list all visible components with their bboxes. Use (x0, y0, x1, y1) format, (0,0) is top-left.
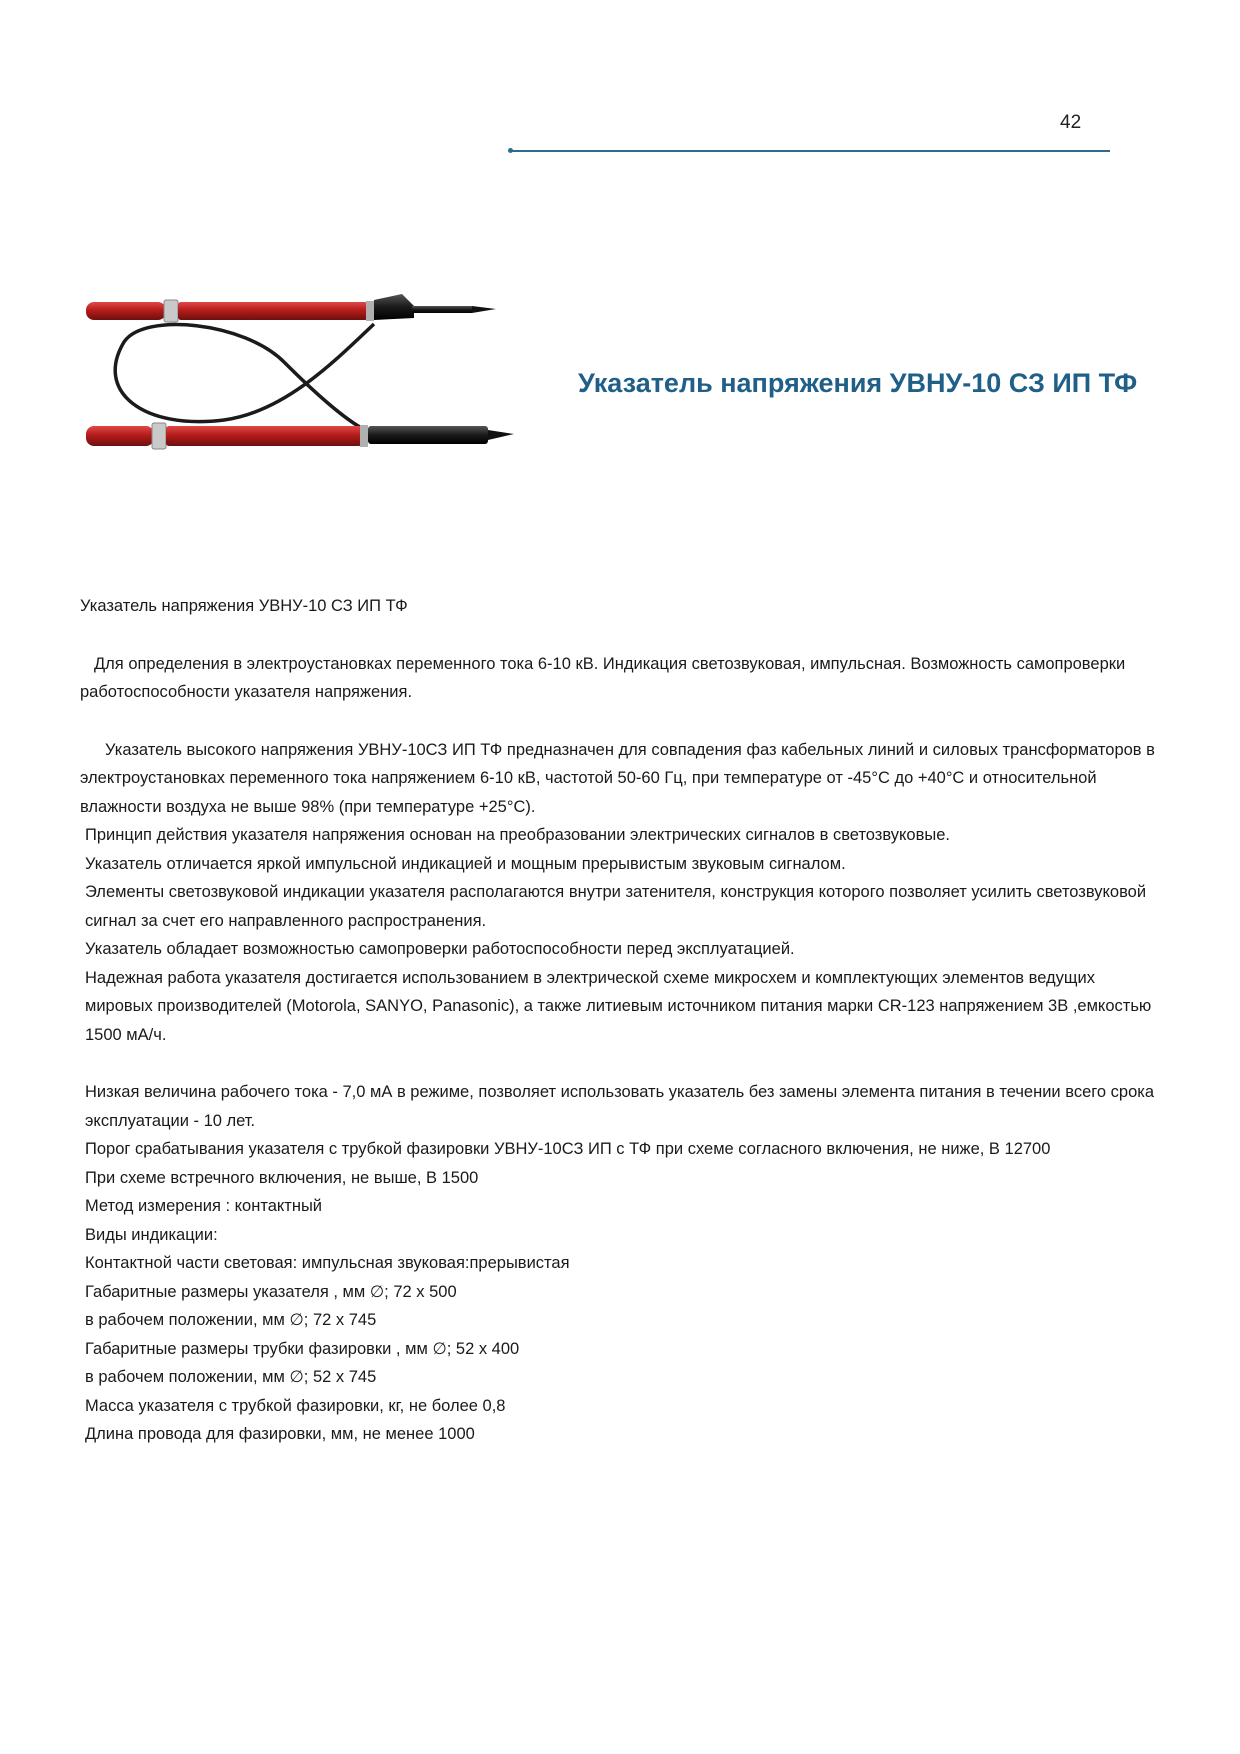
text-line: Принцип действия указателя напряжения основан на преобразовании электрических сигналов в светозвуковые. (85, 826, 950, 844)
spec-line: Габаритные размеры указателя , мм ∅; 72 х 500 (85, 1282, 457, 1301)
text-line: При схеме встречного включения, не выше, В 1500 (85, 1168, 479, 1187)
sub-heading: Указатель напряжения УВНУ-10 СЗ ИП ТФ (80, 597, 408, 615)
text-line: Указатель отличается яркой импульсной индикацией и мощным прерывистым звуковым сигналом. (85, 854, 846, 873)
product-image (84, 292, 564, 472)
spec-line: Габаритные размеры трубки фазировки , мм ∅; 52 х 400 (85, 1339, 520, 1358)
spec-line: в рабочем положении, мм ∅; 72 х 745 (85, 1311, 377, 1329)
text-line: Виды индикации: (85, 1225, 218, 1244)
header-rule (510, 150, 1110, 152)
text-line: Низкая величина рабочего тока - 7,0 мА в режиме, позволяет использовать указатель без замены элемента питания в течении всего срока эксплуатации - 10 лет. (85, 1083, 1155, 1130)
page-number: 42 (1060, 112, 1082, 133)
text-line: Элементы светозвуковой индикации указателя располагаются внутри затенителя, конструкция которого позволяет усилить светозвуковой сигнал за счет его направленного распространения. (85, 883, 1147, 930)
text-line: Контактной части световая: импульсная звуковая:прерывистая (85, 1254, 570, 1272)
intro-paragraph: Для определения в электроустановках переменного тока 6-10 кВ. Индикация светозвуковая, импульсная. Возможность самопроверки работоспособности указателя напряжения. (80, 654, 1126, 701)
spec-line: Длина провода для фазировки, мм, не менее 1000 (85, 1425, 475, 1443)
main-paragraph: Указатель высокого напряжения УВНУ-10СЗ ИП ТФ предназначен для совпадения фаз кабельных линий и силовых трансформаторов в электроустановках переменного тока напряжением 6-10 кВ, частотой 50-60 Гц, при температуре от -45°С до +40°С и относительной влажности воздуха не выше 98% (при температуре +25°С). (80, 740, 1155, 816)
text-line: Метод измерения : контактный (85, 1197, 323, 1215)
body-text (80, 592, 1160, 1449)
product-title: Указатель напряжения УВНУ-10 СЗ ИП ТФ (578, 368, 1138, 398)
spec-line: в рабочем положении, мм ∅; 52 х 745 (85, 1368, 377, 1386)
text-line: Порог срабатывания указателя с трубкой фазировки УВНУ-10СЗ ИП с ТФ при схеме согласного включения, не ниже, В 12700 (85, 1140, 1051, 1158)
text-line: Надежная работа указателя достигается использованием в электрической схеме микросхем и комплектующих элементов ведущих мировых производителей (Motorola, SANYO, Panasonic), а также литиевым источником питания марки CR-123 напряжением 3В ,емкостью 1500 мА/ч. (85, 968, 1152, 1044)
text-line: Указатель обладает возможностью самопроверки работоспособности перед эксплуатацией. (85, 940, 795, 958)
spec-line: Масса указателя с трубкой фазировки, кг, не более 0,8 (85, 1396, 506, 1415)
